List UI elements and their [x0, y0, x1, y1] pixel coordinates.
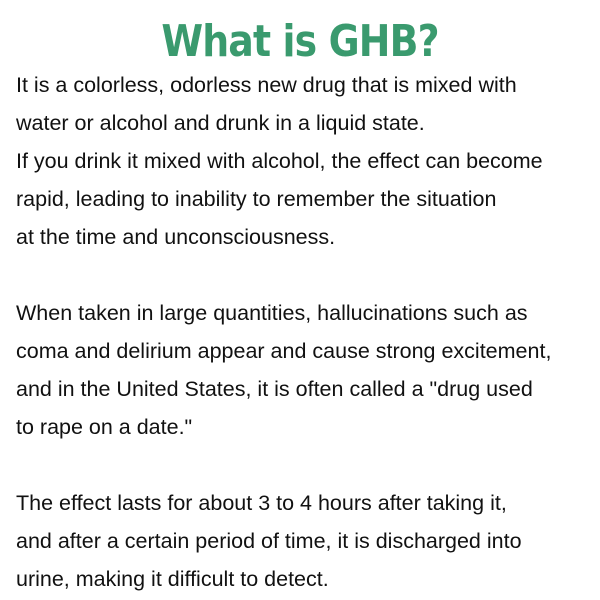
paragraph-2 [16, 294, 596, 446]
text-line: It is a colorless, odorless new drug that is mixed with [16, 73, 517, 97]
text-line: at the time and unconsciousness. [16, 225, 336, 249]
paragraph-1 [16, 66, 596, 256]
document-body [16, 66, 596, 598]
text-line: coma and delirium appear and cause strong excitement, [16, 339, 552, 363]
paragraph-spacer [16, 256, 596, 294]
text-line: The effect lasts for about 3 to 4 hours after taking it, [16, 491, 507, 515]
text-line: water or alcohol and drunk in a liquid state. [16, 111, 425, 135]
text-line: and in the United States, it is often called a "drug used [16, 377, 533, 401]
text-line: rapid, leading to inability to remember the situation [16, 187, 497, 211]
text-line: If you drink it mixed with alcohol, the effect can become [16, 149, 543, 173]
paragraph-3 [16, 484, 596, 598]
text-line: When taken in large quantities, hallucinations such as [16, 301, 528, 325]
paragraph-spacer [16, 446, 596, 484]
text-line: urine, making it difficult to detect. [16, 567, 329, 591]
text-line: to rape on a date." [16, 415, 193, 439]
page-title: What is GHB? [161, 16, 439, 67]
text-line: and after a certain period of time, it is discharged into [16, 529, 522, 553]
